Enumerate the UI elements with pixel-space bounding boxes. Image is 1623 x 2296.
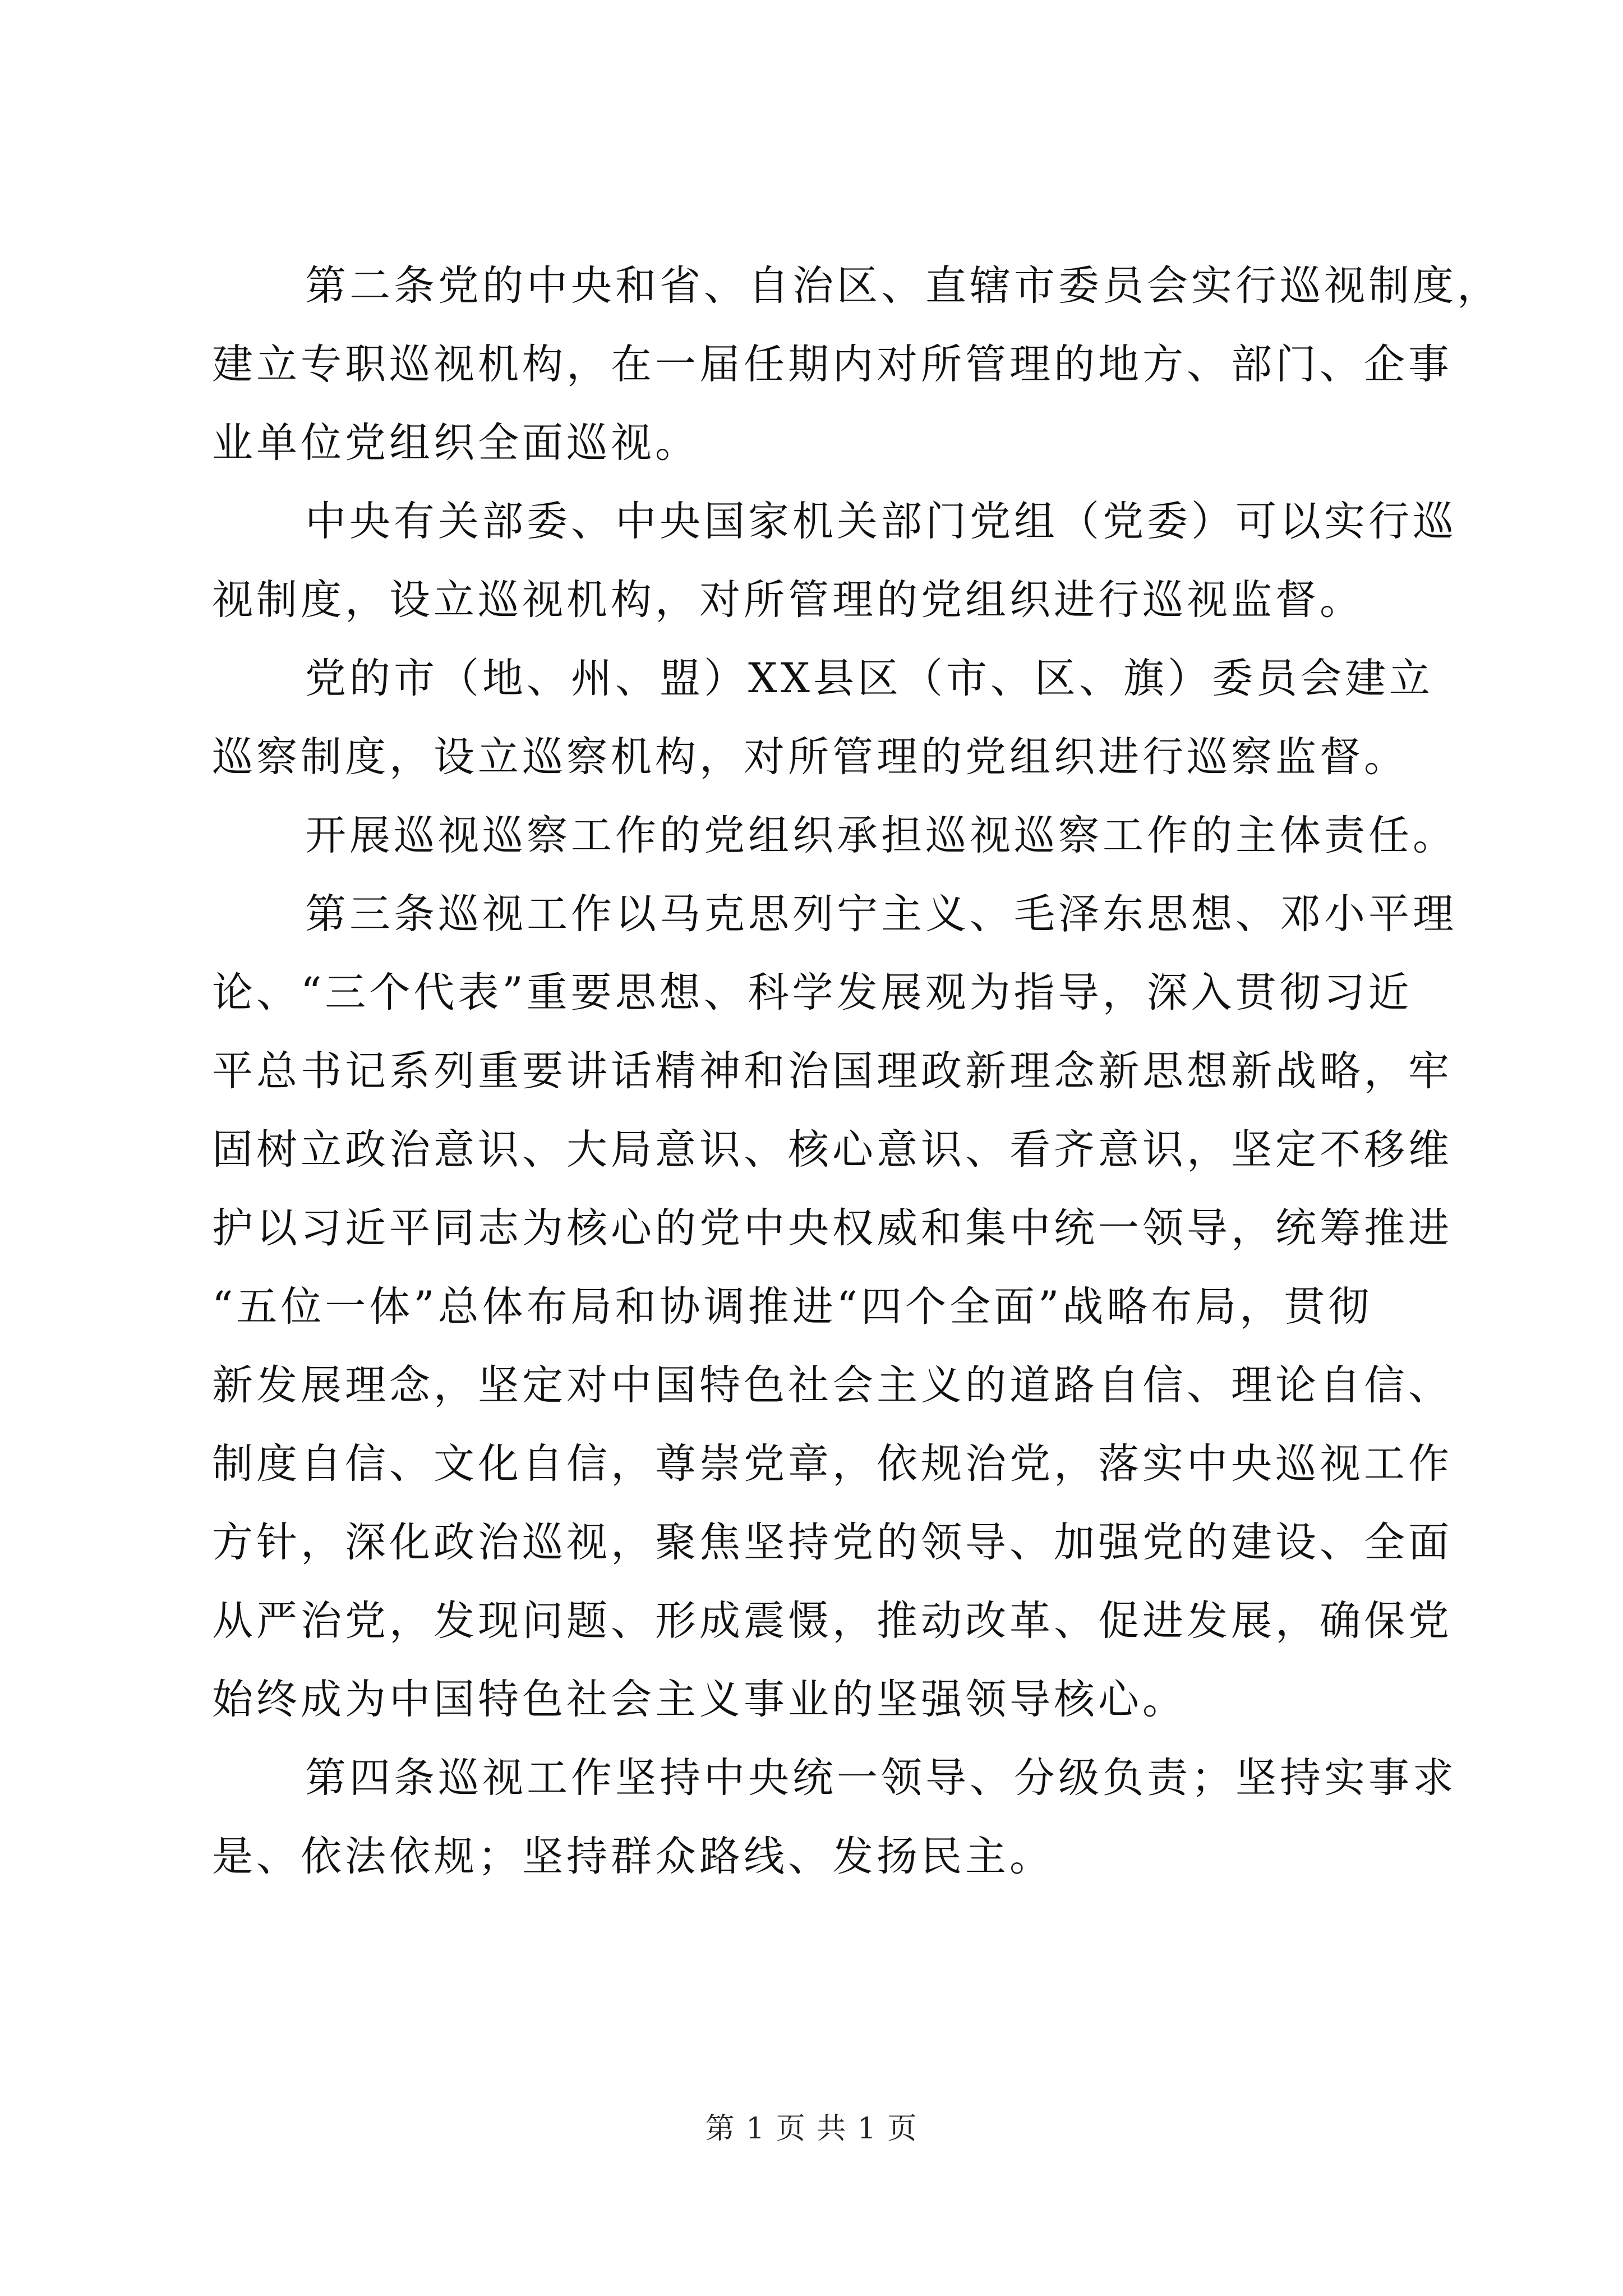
paragraph-line: 中央有关部委、中央国家机关部门党组（党委）可以实行巡 xyxy=(305,498,1457,545)
paragraph-line: 建立专职巡视机构，在一届任期内对所管理的地方、部门、企事 xyxy=(212,341,1453,388)
paragraph-line: 视制度，设立巡视机构，对所管理的党组织进行巡视监督。 xyxy=(212,576,1364,624)
paragraph-line: 第四条巡视工作坚持中央统一领导、分级负责；坚持实事求 xyxy=(305,1754,1457,1802)
paragraph-line: 巡察制度，设立巡察机构，对所管理的党组织进行巡察监督。 xyxy=(212,733,1408,781)
paragraph-line: 固树立政治意识、大局意识、核心意识、看齐意识，坚定不移维 xyxy=(212,1126,1453,1174)
paragraph-line: 新发展理念，坚定对中国特色社会主义的道路自信、理论自信、 xyxy=(212,1361,1453,1409)
paragraph-line: 开展巡视巡察工作的党组织承担巡视巡察工作的主体责任。 xyxy=(305,812,1457,859)
paragraph-line: 平总书记系列重要讲话精神和治国理政新理念新思想新战略，牢 xyxy=(212,1047,1453,1095)
page-number-footer: 第 1 页 共 1 页 xyxy=(705,2112,918,2146)
paragraph-line: 从严治党，发现问题、形成震慑，推动改革、促进发展，确保党 xyxy=(212,1597,1453,1645)
paragraph-line: “五位一体”总体布局和协调推进“四个全面”战略布局，贯彻 xyxy=(212,1283,1373,1331)
paragraph-line: 始终成为中国特色社会主义事业的坚强领导核心。 xyxy=(212,1676,1187,1723)
paragraph-line: 第二条党的中央和省、自治区、直辖市委员会实行巡视制度， xyxy=(305,262,1501,310)
paragraph-line: 是、依法依规；坚持群众路线、发扬民主。 xyxy=(212,1833,1054,1880)
paragraph-line: 业单位党组织全面巡视。 xyxy=(212,419,699,467)
paragraph-line: 党的市（地、州、盟）XX县区（市、区、旗）委员会建立 xyxy=(305,655,1433,702)
paragraph-line: 论、“三个代表”重要思想、科学发展观为指导，深入贯彻习近 xyxy=(212,969,1413,1016)
paragraph-line: 方针，深化政治巡视，聚焦坚持党的领导、加强党的建设、全面 xyxy=(212,1519,1453,1566)
paragraph-line: 第三条巡视工作以马克思列宁主义、毛泽东思想、邓小平理 xyxy=(305,890,1457,938)
document-body xyxy=(212,247,1501,1896)
paragraph-line: 护以习近平同志为核心的党中央权威和集中统一领导，统筹推进 xyxy=(212,1204,1453,1252)
paragraph-line: 制度自信、文化自信，尊崇党章，依规治党，落实中央巡视工作 xyxy=(212,1440,1453,1488)
